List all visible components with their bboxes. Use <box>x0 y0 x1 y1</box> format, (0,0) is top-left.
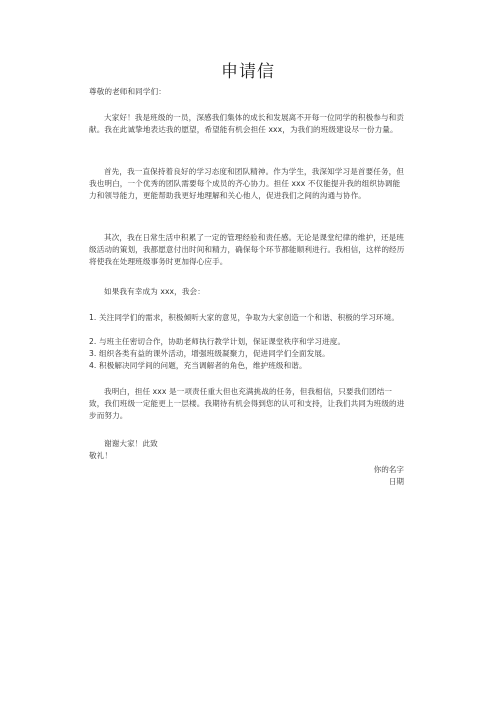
list-item: 2. 与班主任密切合作，协助老师执行教学计划，保证课堂秩序和学习进度。 <box>89 337 346 346</box>
paragraph-intro: 大家好！我是班级的一员，深感我们集体的成长和发展离不开每一位同学的积极参与和贡献。我在此诚挚地表达我的愿望，希望能有机会担任 xxx，为我们的班级建设尽一份力量。 <box>89 113 405 135</box>
salutation: 尊敬的老师和同学们： <box>89 87 166 96</box>
list-item: 1. 关注同学们的需求，积极倾听大家的意见，争取为大家创造一个和谐、积极的学习环境。 <box>89 313 400 322</box>
list-item: 4. 积极解决同学间的问题，充当调解者的角色，维护班级和谐。 <box>89 361 307 370</box>
paragraph-first: 首先，我一直保持着良好的学习态度和团队精神。作为学生，我深知学习是首要任务，但我也明白，一个优秀的团队需要每个成员的齐心协力。担任 xxx 不仅能提升我的组织协调能力和领导能力，更能帮助我更好地理解和关心他人，促进我们之间的沟通与协作。 <box>89 167 405 201</box>
paragraph-promise: 如果我有幸成为 xxx，我会： <box>104 287 205 296</box>
signature: 你的名字 <box>373 465 404 474</box>
page-title: 申请信 <box>221 62 275 82</box>
regards-line: 敬礼！ <box>89 451 113 460</box>
paragraph-closing: 我明白，担任 xxx 是一项责任重大但也充满挑战的任务，但我相信，只要我们团结一致，我们班级一定能更上一层楼。我期待有机会得到您的认可和支持，让我们共同为班级的进步而努力。 <box>89 387 405 421</box>
date: 日期 <box>388 477 404 486</box>
paragraph-second: 其次，我在日常生活中积累了一定的管理经验和责任感。无论是课堂纪律的维护，还是班级活动的策划，我都愿意付出时间和精力，确保每个环节都能顺利进行。我相信，这样的经历将使我在处理班级事务时更加得心应手。 <box>89 233 405 267</box>
thanks-line: 谢谢大家！此致 <box>104 439 158 448</box>
list-item: 3. 组织各类有益的课外活动，增强班级凝聚力，促进同学们全面发展。 <box>89 349 330 358</box>
